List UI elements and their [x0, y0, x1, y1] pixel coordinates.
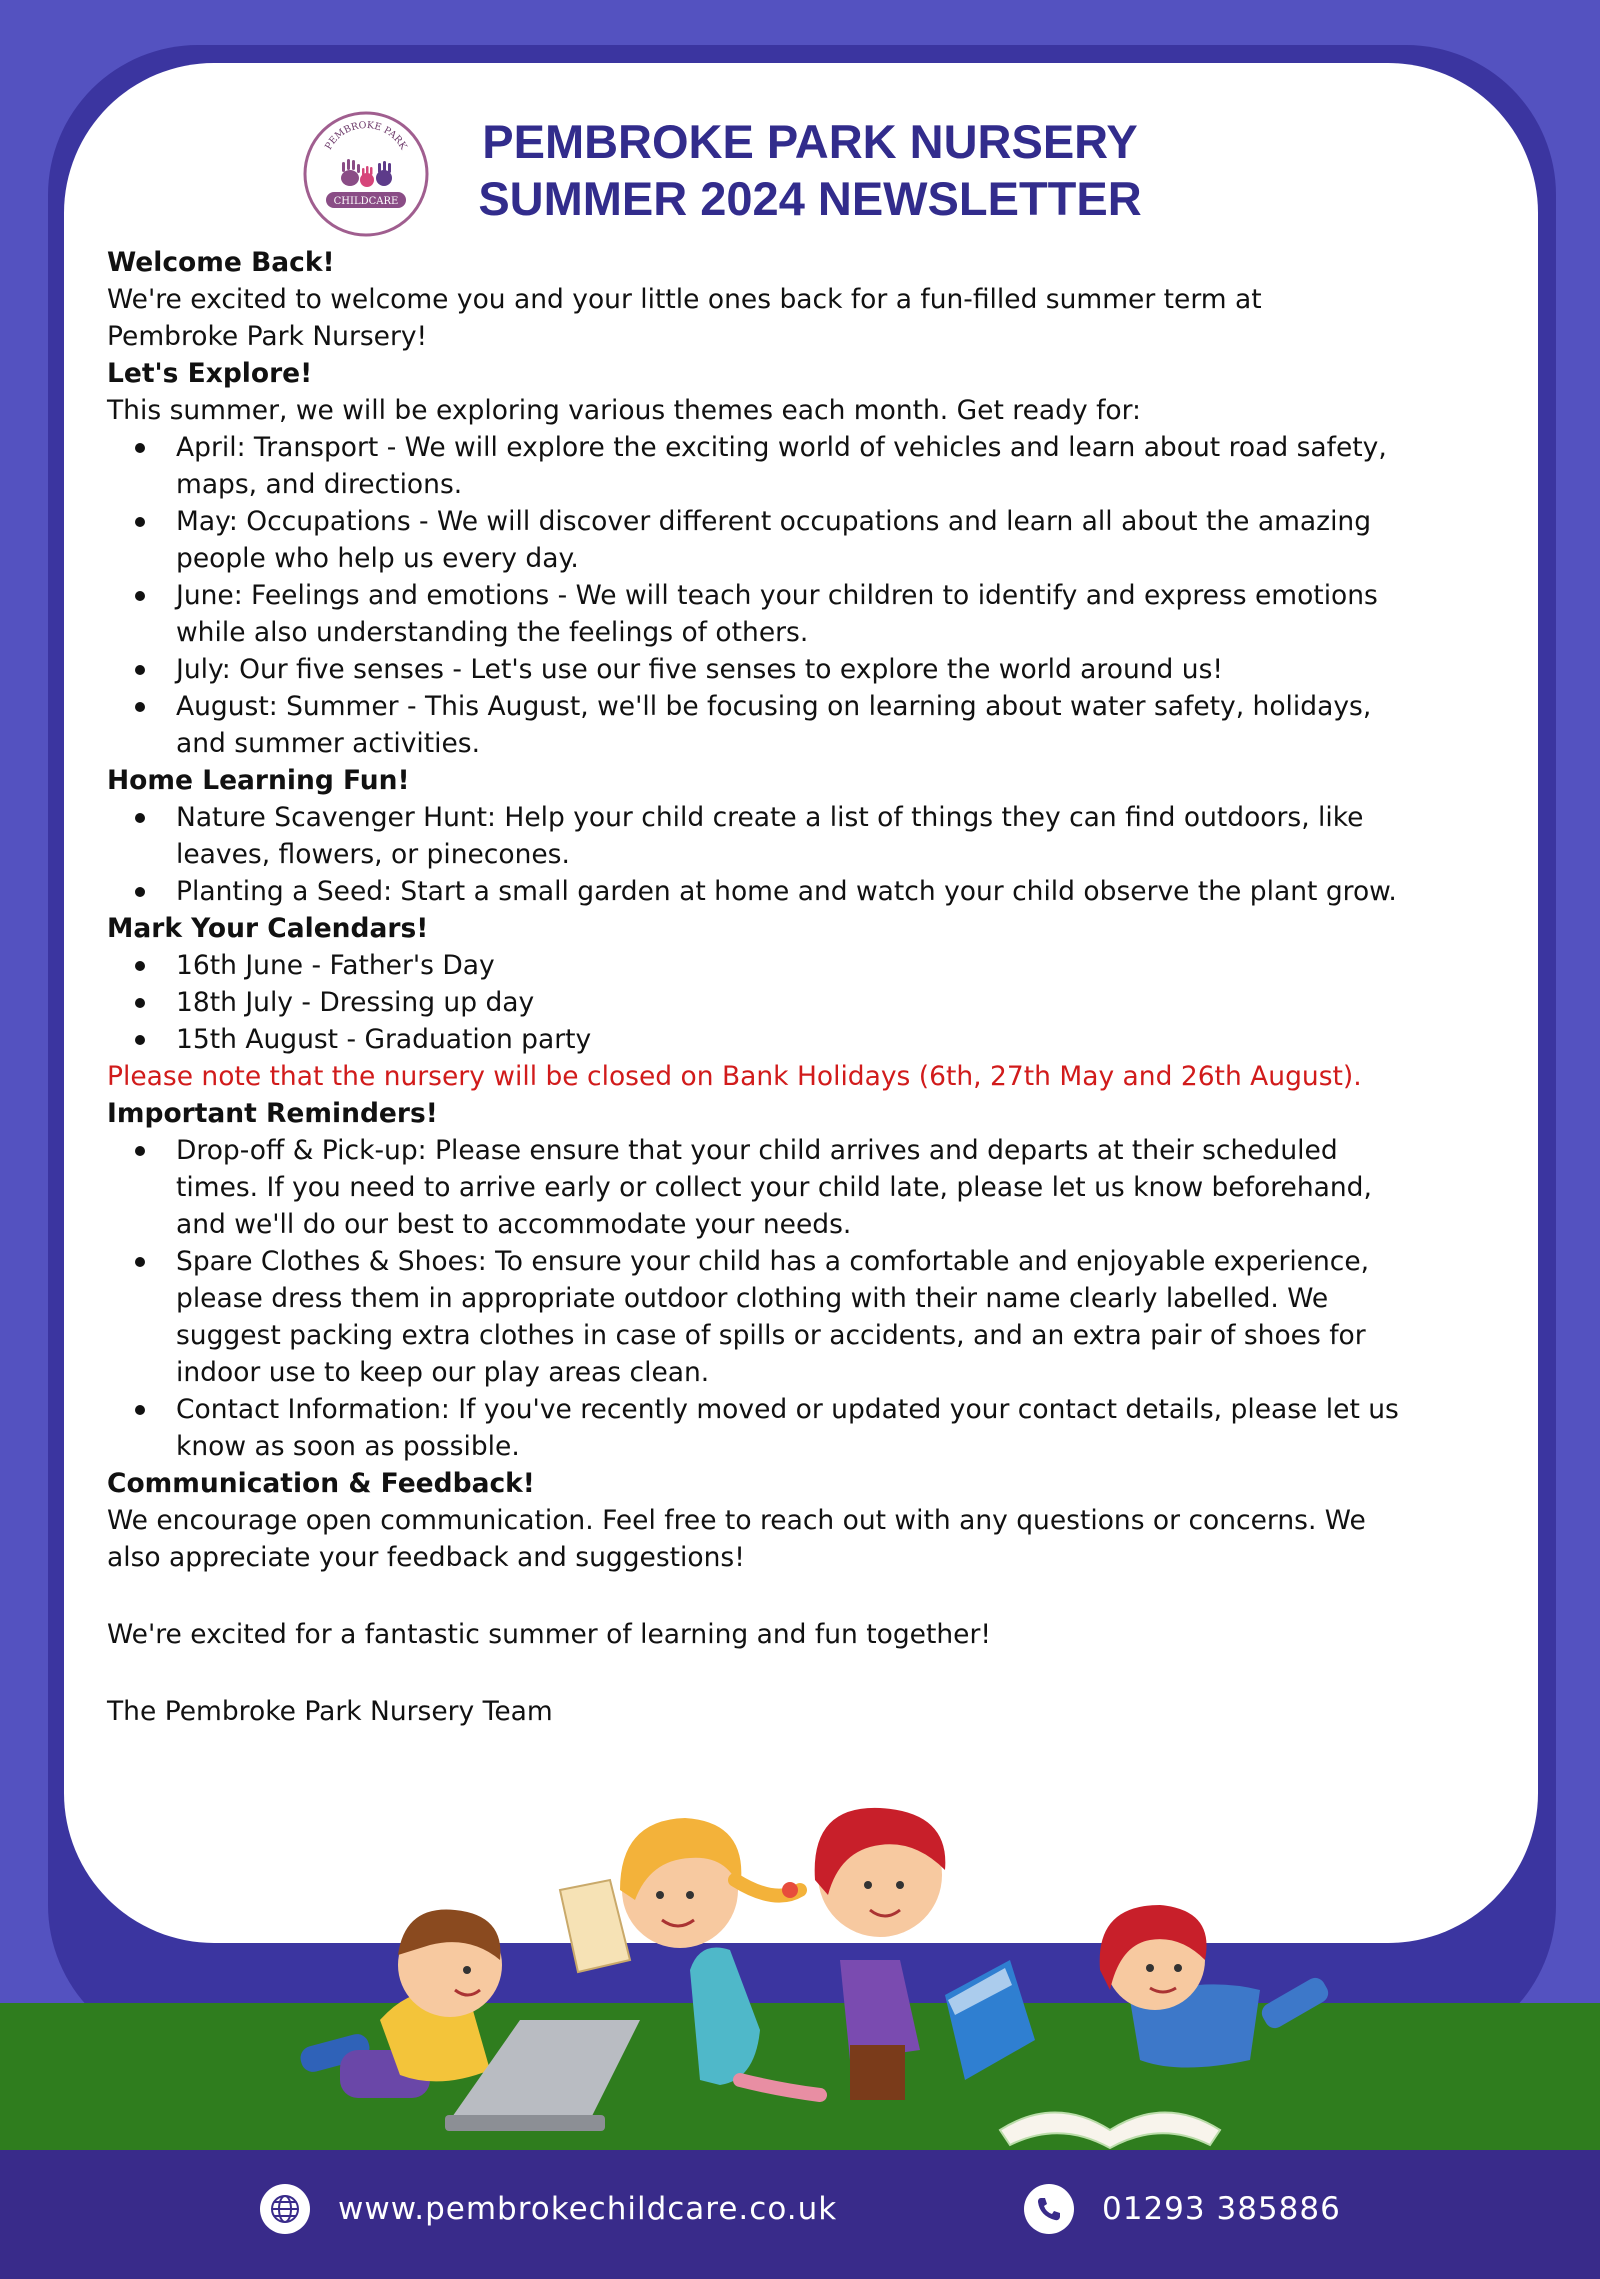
explore-intro: This summer, we will be exploring various themes each month. Get ready for:: [107, 395, 1141, 426]
signature: The Pembroke Park Nursery Team: [107, 1696, 553, 1727]
communication-heading: Communication & Feedback!: [107, 1468, 535, 1499]
footer-bar: [0, 2150, 1600, 2279]
logo-top-text: PEMBROKE PARK: [323, 119, 409, 152]
welcome-heading: Welcome Back!: [107, 247, 335, 278]
communication-text-1: We encourage open communication. Feel free to reach out with any questions or concerns. We: [107, 1505, 1366, 1536]
title-line-1: PEMBROKE PARK NURSERY: [482, 115, 1138, 168]
calendar-list: [107, 947, 1527, 1058]
list-item: 15th August - Graduation party: [176, 1021, 1527, 1058]
list-item: Nature Scavenger Hunt: Help your child create a list of things they can find outdoors, like leaves, flowers, or pinecones.: [176, 799, 1527, 873]
newsletter-title: [420, 113, 1200, 227]
welcome-text-1: We're excited to welcome you and your little ones back for a fun-filled summer term at: [107, 284, 1262, 315]
website-link[interactable]: [260, 2184, 837, 2234]
list-item: 18th July - Dressing up day: [176, 984, 1527, 1021]
themes-list: [107, 429, 1527, 762]
welcome-text-2: Pembroke Park Nursery!: [107, 321, 428, 352]
bank-holiday-notice: Please note that the nursery will be closed on Bank Holidays (6th, 27th May and 26th August).: [107, 1061, 1362, 1092]
communication-text-2: also appreciate your feedback and suggestions!: [107, 1542, 745, 1573]
reminders-heading: Important Reminders!: [107, 1098, 438, 1129]
list-item: July: Our five senses - Let's use our five senses to explore the world around us!: [176, 651, 1527, 688]
list-item: June: Feelings and emotions - We will teach your children to identify and express emotions while also understanding the feelings of others.: [176, 577, 1527, 651]
title-line-2: SUMMER 2024 NEWSLETTER: [478, 172, 1142, 225]
phone-link[interactable]: [1024, 2184, 1341, 2234]
phone-icon: [1024, 2184, 1074, 2234]
list-item: Spare Clothes & Shoes: To ensure your child has a comfortable and enjoyable experience, please dress them in appropriate outdoor clothing with their name clearly labelled. We suggest packing extra clothes in case of spills or accidents, and an extra pair of shoes for indoor use to keep our play areas clean.: [176, 1243, 1527, 1391]
nursery-logo: [302, 110, 430, 238]
list-item: 16th June - Father's Day: [176, 947, 1527, 984]
list-item: Contact Information: If you've recently moved or updated your contact details, please let us know as soon as possible.: [176, 1391, 1527, 1465]
calendar-heading: Mark Your Calendars!: [107, 913, 429, 944]
home-learning-heading: Home Learning Fun!: [107, 765, 410, 796]
reminders-list: [107, 1132, 1527, 1465]
home-learning-list: [107, 799, 1527, 910]
explore-heading: Let's Explore!: [107, 358, 313, 389]
phone-text[interactable]: 01293 385886: [1102, 2191, 1341, 2227]
globe-icon: [260, 2184, 310, 2234]
grass-strip: [0, 2003, 1600, 2153]
website-text[interactable]: www.pembrokechildcare.co.uk: [338, 2191, 838, 2227]
list-item: Drop-off & Pick-up: Please ensure that your child arrives and departs at their scheduled times. If you need to arrive early or collect your child late, please let us know beforehand, and we'll do our best to accommodate your needs.: [176, 1132, 1527, 1243]
list-item: Planting a Seed: Start a small garden at home and watch your child observe the plant grow.: [176, 873, 1527, 910]
list-item: May: Occupations - We will discover different occupations and learn all about the amazing people who help us every day.: [176, 503, 1527, 577]
closing-line: We're excited for a fantastic summer of learning and fun together!: [107, 1619, 991, 1650]
logo-badge-text: CHILDCARE: [333, 196, 399, 207]
list-item: April: Transport - We will explore the exciting world of vehicles and learn about road safety, maps, and directions.: [176, 429, 1527, 503]
newsletter-body: [107, 244, 1527, 1730]
list-item: August: Summer - This August, we'll be focusing on learning about water safety, holidays, and summer activities.: [176, 688, 1527, 762]
